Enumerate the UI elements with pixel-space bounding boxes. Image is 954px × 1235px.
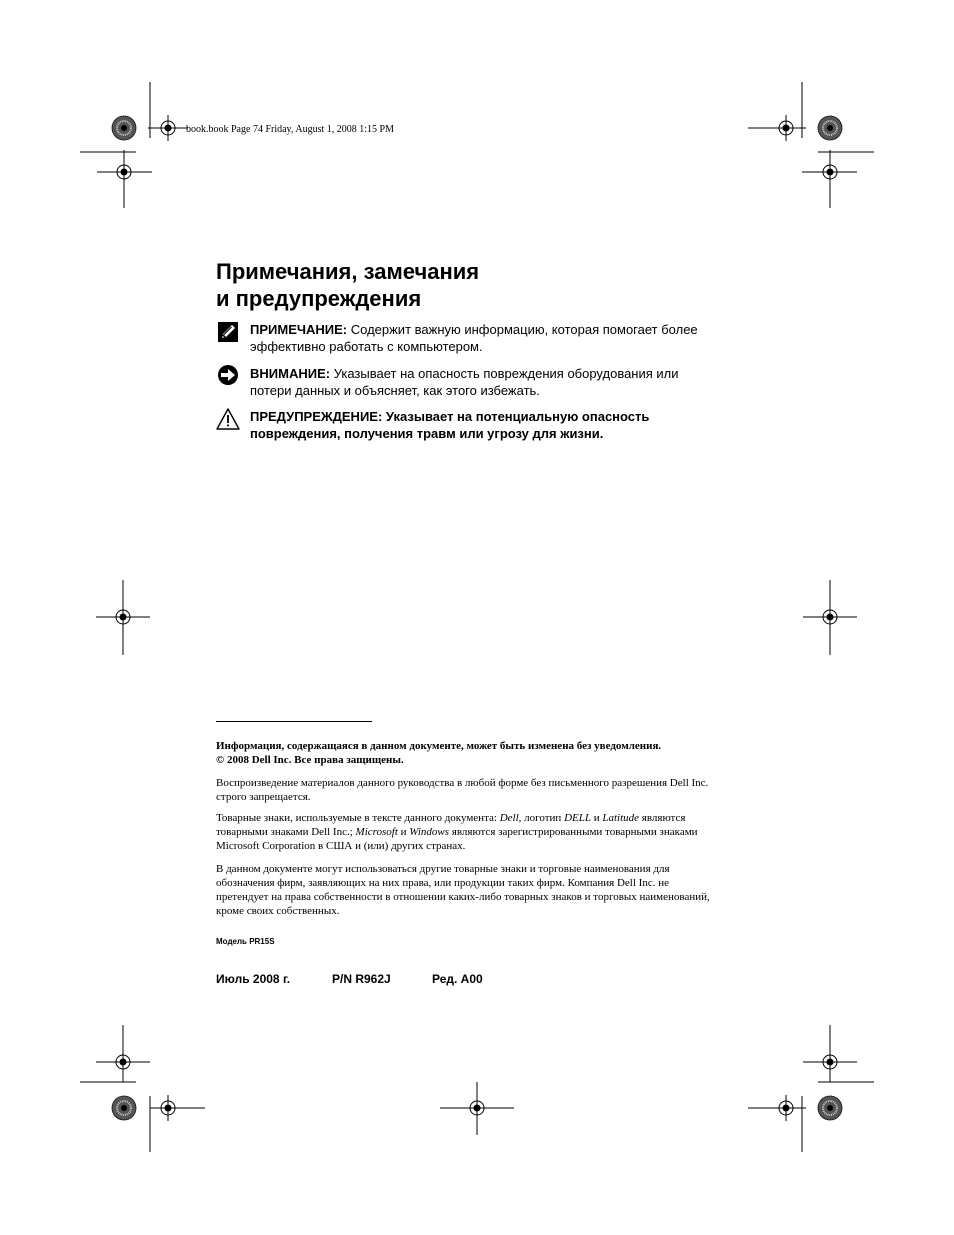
trademarks-text: и bbox=[397, 826, 410, 838]
trademark-microsoft: Microsoft bbox=[355, 826, 398, 838]
warning-body: Указывает на потенциальную опасность повреждения, получения травм или угрозу для жизни. bbox=[250, 409, 650, 441]
note-label: ПРИМЕЧАНИЕ: bbox=[250, 322, 348, 337]
page-title-line-2: и предупреждения bbox=[216, 286, 422, 311]
slug-line: book.book Page 74 Friday, August 1, 2008 1:15 PM bbox=[186, 124, 394, 135]
star-target-icon bbox=[112, 116, 136, 140]
warning-label: ПРЕДУПРЕЖДЕНИЕ: bbox=[250, 409, 383, 424]
trademark-latitude: Latitude bbox=[602, 812, 640, 824]
warning-notice bbox=[216, 408, 696, 444]
trademarks-text: являются зарегистрированными товарными знаками Microsoft Corporation в США и (или) других странах. bbox=[216, 826, 698, 852]
publication-date: Июль 2008 г. bbox=[216, 972, 291, 986]
legal-info-line-1: Информация, содержащаяся в данном документе, может быть изменена без уведомления. bbox=[216, 740, 662, 752]
note-text bbox=[250, 321, 700, 355]
model-number: Модель PR15S bbox=[216, 937, 275, 946]
star-target-icon bbox=[818, 116, 842, 140]
footnote-divider bbox=[216, 721, 372, 722]
trademark-windows: Windows bbox=[409, 826, 450, 838]
caution-notice bbox=[216, 365, 696, 401]
note-body: Содержит важную информацию, которая помогает более эффективно работать с компьютером. bbox=[250, 322, 698, 354]
page-title-line-1: Примечания, замечания bbox=[216, 259, 480, 284]
star-target-icon bbox=[818, 1096, 842, 1120]
part-number: P/N R962J bbox=[332, 972, 391, 986]
trademarks-notice bbox=[216, 811, 716, 853]
revision: Ред. A00 bbox=[432, 972, 483, 986]
warning-triangle-icon bbox=[216, 408, 242, 430]
trademarks-text: , логотип bbox=[518, 812, 565, 824]
legal-info bbox=[216, 739, 716, 767]
reproduction-notice: Воспроизведение материалов данного руководства в любой форме без письменного разрешения Dell Inc. строго запрещается. bbox=[216, 777, 709, 803]
caution-text bbox=[250, 365, 700, 399]
trademark-dell: Dell bbox=[499, 812, 519, 824]
star-target-icon bbox=[112, 1096, 136, 1120]
trademarks-text: Товарные знаки, используемые в тексте данного документа: bbox=[216, 812, 500, 824]
trademarks-text: и bbox=[590, 812, 603, 824]
copyright-line: © 2008 Dell Inc. Все права защищены. bbox=[216, 754, 404, 766]
trademark-dell-logo: DELL bbox=[564, 812, 591, 824]
page-title bbox=[216, 258, 696, 312]
warning-text bbox=[250, 408, 700, 442]
note-notice bbox=[216, 321, 696, 357]
caution-body: Указывает на опасность повреждения оборудования или потери данных и объясняет, как этого избежать. bbox=[250, 366, 679, 398]
other-trademarks-notice: В данном документе могут использоваться другие товарные знаки и торговые наименования для обозначения фирм, заявляющих на них права, или продукции таких фирм. Компания Dell Inc. не претендует на права собственности в отношении каких-либо товарных знаков и торговых наименований, кроме своих собственных. bbox=[216, 863, 710, 917]
pencil-note-icon bbox=[216, 321, 242, 343]
notice-arrow-icon bbox=[216, 365, 242, 387]
trademarks-text: являются товарными знаками Dell Inc.; bbox=[216, 812, 686, 838]
caution-label: ВНИМАНИЕ: bbox=[250, 366, 331, 381]
